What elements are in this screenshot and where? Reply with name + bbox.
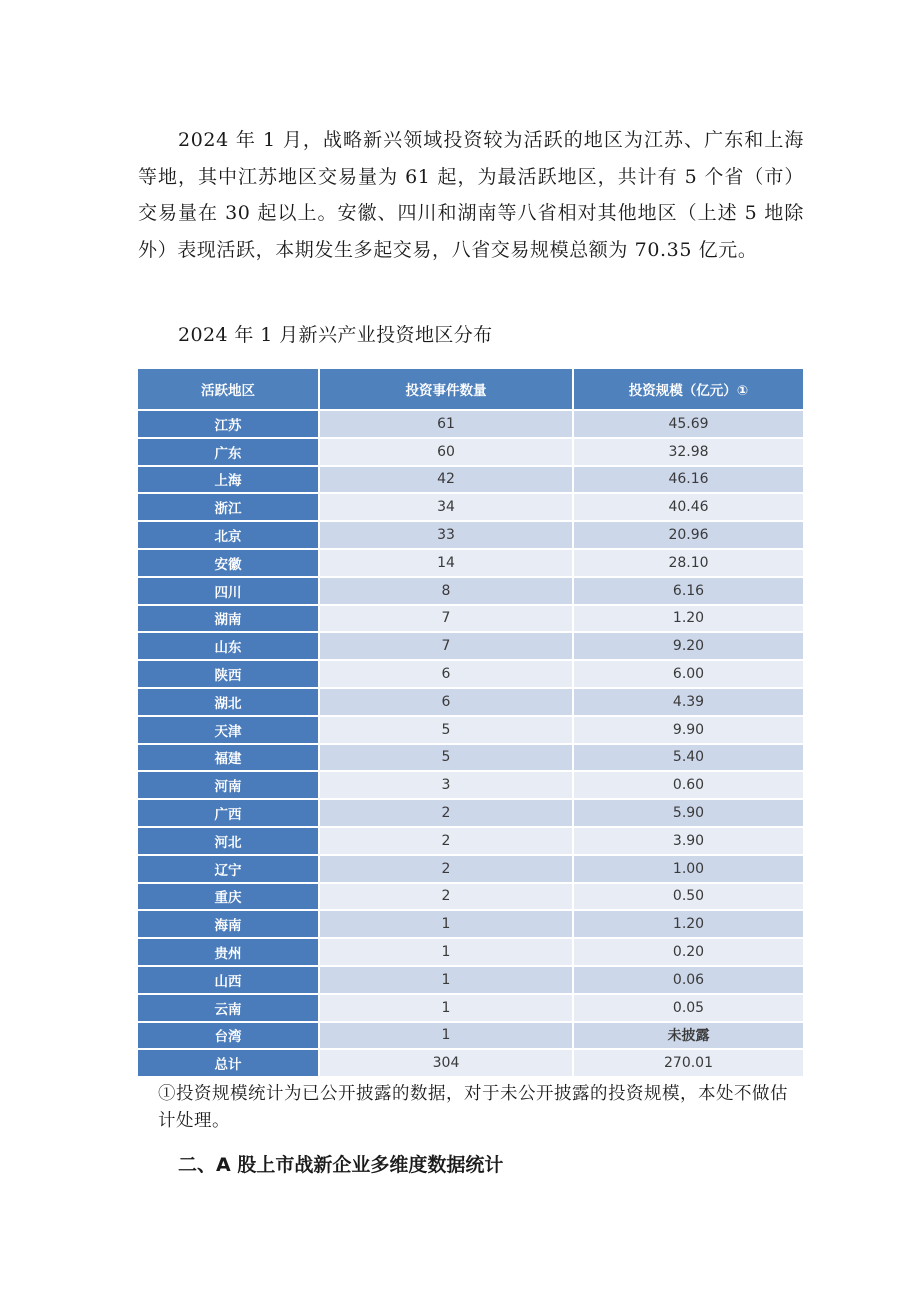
region-cell: 海南 — [138, 910, 319, 938]
investment-scale-cell: 1.20 — [573, 605, 804, 633]
event-count-cell: 5 — [319, 716, 573, 744]
table-row — [138, 493, 804, 521]
region-cell: 湖北 — [138, 688, 319, 716]
table-row — [138, 938, 804, 966]
investment-scale-cell: 270.01 — [573, 1049, 804, 1077]
region-cell: 贵州 — [138, 938, 319, 966]
event-count-cell: 1 — [319, 938, 573, 966]
region-cell: 湖南 — [138, 605, 319, 633]
table-row — [138, 632, 804, 660]
table-row — [138, 883, 804, 911]
investment-region-table — [138, 369, 805, 1078]
region-cell: 江苏 — [138, 410, 319, 438]
table-row — [138, 799, 804, 827]
event-count-cell: 7 — [319, 605, 573, 633]
table-row — [138, 1022, 804, 1050]
event-count-cell: 14 — [319, 549, 573, 577]
investment-scale-cell: 0.20 — [573, 938, 804, 966]
header-investment-scale: 投资规模（亿元）① — [573, 369, 804, 410]
event-count-cell: 2 — [319, 827, 573, 855]
region-cell: 台湾 — [138, 1022, 319, 1050]
event-count-cell: 1 — [319, 910, 573, 938]
intro-paragraph: 2024 年 1 月，战略新兴领域投资较为活跃的地区为江苏、广东和上海等地，其中江苏地区交易量为 61 起，为最活跃地区，共计有 5 个省（市）交易量在 30 起以上。安徽、四川和湖南等八省相对其他地区（上述 5 地除外）表现活跃，本期发生多起交易，八省交易规模总额为 70.35 亿元。 — [138, 129, 804, 261]
investment-scale-cell: 6.00 — [573, 660, 804, 688]
region-cell: 总计 — [138, 1049, 319, 1077]
investment-scale-cell: 20.96 — [573, 521, 804, 549]
event-count-cell: 8 — [319, 577, 573, 605]
event-count-cell: 3 — [319, 771, 573, 799]
event-count-cell: 34 — [319, 493, 573, 521]
region-cell: 云南 — [138, 994, 319, 1022]
region-cell: 广西 — [138, 799, 319, 827]
table-row — [138, 771, 804, 799]
investment-scale-cell: 1.00 — [573, 855, 804, 883]
region-cell: 北京 — [138, 521, 319, 549]
header-event-count: 投资事件数量 — [319, 369, 573, 410]
investment-scale-cell: 28.10 — [573, 549, 804, 577]
investment-scale-cell: 32.98 — [573, 438, 804, 466]
event-count-cell: 33 — [319, 521, 573, 549]
investment-scale-cell: 6.16 — [573, 577, 804, 605]
table-row — [138, 855, 804, 883]
investment-scale-cell: 1.20 — [573, 910, 804, 938]
event-count-cell: 7 — [319, 632, 573, 660]
table-row — [138, 521, 804, 549]
table-header-row — [138, 369, 804, 410]
header-region: 活跃地区 — [138, 369, 319, 410]
region-cell: 重庆 — [138, 883, 319, 911]
region-cell: 广东 — [138, 438, 319, 466]
region-cell: 浙江 — [138, 493, 319, 521]
event-count-cell: 1 — [319, 1022, 573, 1050]
table-row — [138, 688, 804, 716]
investment-scale-cell: 0.50 — [573, 883, 804, 911]
region-cell: 上海 — [138, 466, 319, 494]
event-count-cell: 1 — [319, 966, 573, 994]
footnote: ①投资规模统计为已公开披露的数据，对于未公开披露的投资规模，本处不做估计处理。 — [158, 1084, 788, 1131]
table-row — [138, 577, 804, 605]
event-count-cell: 2 — [319, 855, 573, 883]
event-count-cell: 1 — [319, 994, 573, 1022]
table-row — [138, 660, 804, 688]
event-count-cell: 2 — [319, 799, 573, 827]
investment-scale-cell: 45.69 — [573, 410, 804, 438]
investment-scale-cell: 40.46 — [573, 493, 804, 521]
region-cell: 河南 — [138, 771, 319, 799]
region-cell: 福建 — [138, 744, 319, 772]
table-row — [138, 410, 804, 438]
region-cell: 山西 — [138, 966, 319, 994]
event-count-cell: 304 — [319, 1049, 573, 1077]
investment-scale-cell: 46.16 — [573, 466, 804, 494]
table-caption: 2024 年 1 月新兴产业投资地区分布 — [178, 324, 493, 346]
table-row — [138, 1049, 804, 1077]
table-row — [138, 744, 804, 772]
region-cell: 山东 — [138, 632, 319, 660]
event-count-cell: 5 — [319, 744, 573, 772]
event-count-cell: 6 — [319, 688, 573, 716]
event-count-cell: 42 — [319, 466, 573, 494]
region-cell: 陕西 — [138, 660, 319, 688]
table-row — [138, 827, 804, 855]
table-row — [138, 910, 804, 938]
investment-scale-cell: 0.06 — [573, 966, 804, 994]
region-cell: 安徽 — [138, 549, 319, 577]
table-row — [138, 966, 804, 994]
region-cell: 河北 — [138, 827, 319, 855]
investment-scale-cell: 4.39 — [573, 688, 804, 716]
investment-scale-cell: 9.20 — [573, 632, 804, 660]
event-count-cell: 2 — [319, 883, 573, 911]
table-row — [138, 466, 804, 494]
table-row — [138, 994, 804, 1022]
region-cell: 四川 — [138, 577, 319, 605]
table-row — [138, 716, 804, 744]
investment-scale-cell: 3.90 — [573, 827, 804, 855]
investment-scale-cell: 9.90 — [573, 716, 804, 744]
investment-scale-cell: 5.90 — [573, 799, 804, 827]
investment-scale-cell: 未披露 — [573, 1022, 804, 1050]
section-heading: 二、A 股上市战新企业多维度数据统计 — [178, 1154, 504, 1176]
event-count-cell: 60 — [319, 438, 573, 466]
investment-scale-cell: 0.05 — [573, 994, 804, 1022]
event-count-cell: 61 — [319, 410, 573, 438]
investment-scale-cell: 0.60 — [573, 771, 804, 799]
table-row — [138, 438, 804, 466]
table-row — [138, 605, 804, 633]
table-row — [138, 549, 804, 577]
region-cell: 辽宁 — [138, 855, 319, 883]
investment-scale-cell: 5.40 — [573, 744, 804, 772]
event-count-cell: 6 — [319, 660, 573, 688]
region-cell: 天津 — [138, 716, 319, 744]
